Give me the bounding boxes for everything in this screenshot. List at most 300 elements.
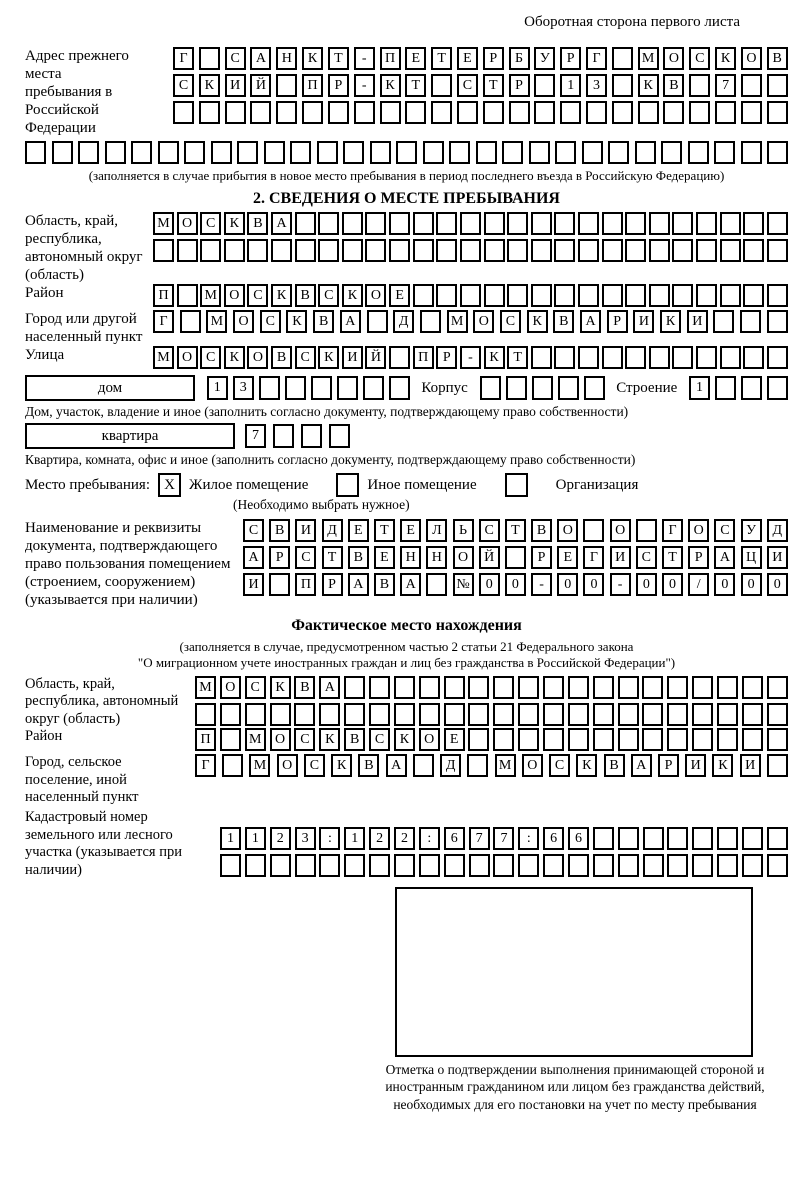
- char-cell[interactable]: -: [531, 573, 552, 596]
- char-cell[interactable]: 6: [444, 827, 465, 850]
- char-cell[interactable]: [554, 212, 575, 235]
- char-cell[interactable]: [380, 101, 401, 124]
- char-cell[interactable]: [578, 284, 599, 307]
- char-cell[interactable]: [394, 676, 415, 699]
- char-cell[interactable]: К: [638, 74, 659, 97]
- char-cell[interactable]: Г: [583, 546, 604, 569]
- char-cell[interactable]: [672, 212, 693, 235]
- char-cell[interactable]: [318, 239, 339, 262]
- char-cell[interactable]: [460, 212, 481, 235]
- char-cell[interactable]: [643, 854, 664, 877]
- char-cell[interactable]: [593, 827, 614, 850]
- char-cell[interactable]: [480, 376, 501, 400]
- char-cell[interactable]: [469, 854, 490, 877]
- char-cell[interactable]: Г: [153, 310, 174, 333]
- char-cell[interactable]: С: [479, 519, 500, 542]
- char-cell[interactable]: 1: [560, 74, 581, 97]
- char-cell[interactable]: [365, 212, 386, 235]
- char-cell[interactable]: И: [243, 573, 264, 596]
- char-cell[interactable]: [405, 101, 426, 124]
- char-cell[interactable]: [696, 212, 717, 235]
- char-cell[interactable]: И: [633, 310, 654, 333]
- char-cell[interactable]: [692, 728, 713, 751]
- char-cell[interactable]: [692, 827, 713, 850]
- char-cell[interactable]: Е: [389, 284, 410, 307]
- char-cell[interactable]: И: [687, 310, 708, 333]
- char-cell[interactable]: [273, 424, 294, 448]
- char-cell[interactable]: С: [295, 346, 316, 369]
- char-cell[interactable]: С: [500, 310, 521, 333]
- char-cell[interactable]: С: [369, 728, 390, 751]
- char-cell[interactable]: Л: [426, 519, 447, 542]
- char-cell[interactable]: [672, 346, 693, 369]
- char-cell[interactable]: [394, 703, 415, 726]
- char-cell[interactable]: 3: [295, 827, 316, 850]
- char-cell[interactable]: [593, 854, 614, 877]
- char-cell[interactable]: О: [610, 519, 631, 542]
- char-cell[interactable]: [276, 74, 297, 97]
- char-cell[interactable]: [222, 754, 243, 777]
- char-cell[interactable]: [529, 141, 550, 164]
- char-cell[interactable]: [554, 284, 575, 307]
- char-cell[interactable]: И: [767, 546, 788, 569]
- char-cell[interactable]: П: [380, 47, 401, 70]
- char-cell[interactable]: С: [295, 546, 316, 569]
- char-cell[interactable]: И: [610, 546, 631, 569]
- char-cell[interactable]: [767, 239, 788, 262]
- char-cell[interactable]: [582, 141, 603, 164]
- char-cell[interactable]: [696, 239, 717, 262]
- char-cell[interactable]: [608, 141, 629, 164]
- char-cell[interactable]: О: [177, 212, 198, 235]
- char-cell[interactable]: А: [580, 310, 601, 333]
- char-cell[interactable]: О: [419, 728, 440, 751]
- char-cell[interactable]: [369, 703, 390, 726]
- char-cell[interactable]: [509, 101, 530, 124]
- char-cell[interactable]: К: [484, 346, 505, 369]
- char-cell[interactable]: [369, 676, 390, 699]
- char-cell[interactable]: [720, 284, 741, 307]
- char-cell[interactable]: В: [271, 346, 292, 369]
- char-cell[interactable]: Е: [457, 47, 478, 70]
- char-cell[interactable]: П: [302, 74, 323, 97]
- char-cell[interactable]: [153, 239, 174, 262]
- char-cell[interactable]: П: [153, 284, 174, 307]
- char-cell[interactable]: [250, 101, 271, 124]
- char-cell[interactable]: М: [195, 676, 216, 699]
- char-cell[interactable]: [264, 141, 285, 164]
- char-cell[interactable]: [743, 284, 764, 307]
- house-type-box[interactable]: дом: [25, 375, 195, 401]
- char-cell[interactable]: 0: [505, 573, 526, 596]
- char-cell[interactable]: 2: [369, 827, 390, 850]
- char-cell[interactable]: К: [342, 284, 363, 307]
- char-cell[interactable]: [173, 101, 194, 124]
- char-cell[interactable]: Ц: [741, 546, 762, 569]
- char-cell[interactable]: В: [663, 74, 684, 97]
- char-cell[interactable]: Р: [658, 754, 679, 777]
- char-cell[interactable]: Н: [426, 546, 447, 569]
- char-cell[interactable]: [484, 284, 505, 307]
- char-cell[interactable]: [667, 854, 688, 877]
- char-cell[interactable]: Р: [509, 74, 530, 97]
- char-cell[interactable]: [767, 74, 788, 97]
- char-cell[interactable]: [554, 239, 575, 262]
- char-cell[interactable]: М: [638, 47, 659, 70]
- char-cell[interactable]: [436, 284, 457, 307]
- char-cell[interactable]: [743, 239, 764, 262]
- char-cell[interactable]: 0: [741, 573, 762, 596]
- char-cell[interactable]: Д: [440, 754, 461, 777]
- char-cell[interactable]: [618, 703, 639, 726]
- char-cell[interactable]: [449, 141, 470, 164]
- char-cell[interactable]: [612, 74, 633, 97]
- char-cell[interactable]: [158, 141, 179, 164]
- char-cell[interactable]: [667, 676, 688, 699]
- char-cell[interactable]: [195, 703, 216, 726]
- char-cell[interactable]: [285, 376, 306, 400]
- char-cell[interactable]: Р: [531, 546, 552, 569]
- char-cell[interactable]: 6: [568, 827, 589, 850]
- char-cell[interactable]: М: [206, 310, 227, 333]
- char-cell[interactable]: [618, 854, 639, 877]
- char-cell[interactable]: О: [663, 47, 684, 70]
- char-cell[interactable]: 3: [586, 74, 607, 97]
- char-cell[interactable]: Р: [322, 573, 343, 596]
- char-cell[interactable]: [177, 284, 198, 307]
- char-cell[interactable]: [688, 141, 709, 164]
- char-cell[interactable]: [717, 728, 738, 751]
- char-cell[interactable]: [742, 827, 763, 850]
- char-cell[interactable]: [578, 212, 599, 235]
- char-cell[interactable]: К: [224, 346, 245, 369]
- char-cell[interactable]: Е: [348, 519, 369, 542]
- char-cell[interactable]: С: [173, 74, 194, 97]
- char-cell[interactable]: Н: [400, 546, 421, 569]
- char-cell[interactable]: О: [177, 346, 198, 369]
- char-cell[interactable]: [220, 703, 241, 726]
- char-cell[interactable]: [389, 239, 410, 262]
- char-cell[interactable]: [741, 141, 762, 164]
- char-cell[interactable]: [636, 519, 657, 542]
- char-cell[interactable]: А: [319, 676, 340, 699]
- char-cell[interactable]: Р: [269, 546, 290, 569]
- char-cell[interactable]: [396, 141, 417, 164]
- char-cell[interactable]: [618, 676, 639, 699]
- char-cell[interactable]: С: [247, 284, 268, 307]
- char-cell[interactable]: [618, 827, 639, 850]
- char-cell[interactable]: [270, 703, 291, 726]
- char-cell[interactable]: 1: [689, 376, 710, 400]
- char-cell[interactable]: С: [304, 754, 325, 777]
- char-cell[interactable]: [649, 346, 670, 369]
- char-cell[interactable]: [431, 74, 452, 97]
- char-cell[interactable]: [389, 376, 410, 400]
- char-cell[interactable]: В: [553, 310, 574, 333]
- char-cell[interactable]: [593, 703, 614, 726]
- char-cell[interactable]: [342, 212, 363, 235]
- char-cell[interactable]: [436, 239, 457, 262]
- char-cell[interactable]: [224, 239, 245, 262]
- char-cell[interactable]: [625, 346, 646, 369]
- char-cell[interactable]: [667, 703, 688, 726]
- char-cell[interactable]: [389, 212, 410, 235]
- char-cell[interactable]: [767, 854, 788, 877]
- char-cell[interactable]: Е: [400, 519, 421, 542]
- char-cell[interactable]: [568, 728, 589, 751]
- char-cell[interactable]: И: [225, 74, 246, 97]
- char-cell[interactable]: С: [294, 728, 315, 751]
- char-cell[interactable]: [584, 376, 605, 400]
- char-cell[interactable]: О: [557, 519, 578, 542]
- char-cell[interactable]: [649, 284, 670, 307]
- char-cell[interactable]: [767, 703, 788, 726]
- char-cell[interactable]: [642, 703, 663, 726]
- char-cell[interactable]: [543, 703, 564, 726]
- char-cell[interactable]: [767, 101, 788, 124]
- char-cell[interactable]: О: [688, 519, 709, 542]
- char-cell[interactable]: М: [153, 346, 174, 369]
- char-cell[interactable]: К: [319, 728, 340, 751]
- char-cell[interactable]: [484, 239, 505, 262]
- char-cell[interactable]: [740, 310, 761, 333]
- char-cell[interactable]: М: [249, 754, 270, 777]
- char-cell[interactable]: [534, 74, 555, 97]
- char-cell[interactable]: 0: [714, 573, 735, 596]
- char-cell[interactable]: К: [576, 754, 597, 777]
- char-cell[interactable]: Т: [374, 519, 395, 542]
- char-cell[interactable]: В: [269, 519, 290, 542]
- char-cell[interactable]: [715, 376, 736, 400]
- char-cell[interactable]: [365, 239, 386, 262]
- char-cell[interactable]: Р: [560, 47, 581, 70]
- char-cell[interactable]: [717, 854, 738, 877]
- char-cell[interactable]: А: [714, 546, 735, 569]
- char-cell[interactable]: 7: [469, 827, 490, 850]
- char-cell[interactable]: В: [348, 546, 369, 569]
- char-cell[interactable]: К: [712, 754, 733, 777]
- char-cell[interactable]: [689, 74, 710, 97]
- char-cell[interactable]: [367, 310, 388, 333]
- char-cell[interactable]: [301, 424, 322, 448]
- char-cell[interactable]: :: [419, 827, 440, 850]
- char-cell[interactable]: [742, 728, 763, 751]
- char-cell[interactable]: П: [195, 728, 216, 751]
- char-cell[interactable]: В: [344, 728, 365, 751]
- char-cell[interactable]: О: [741, 47, 762, 70]
- char-cell[interactable]: [555, 141, 576, 164]
- char-cell[interactable]: [426, 573, 447, 596]
- char-cell[interactable]: 0: [767, 573, 788, 596]
- char-cell[interactable]: [413, 212, 434, 235]
- char-cell[interactable]: [342, 239, 363, 262]
- char-cell[interactable]: И: [740, 754, 761, 777]
- char-cell[interactable]: [720, 212, 741, 235]
- char-cell[interactable]: [295, 239, 316, 262]
- char-cell[interactable]: [625, 239, 646, 262]
- char-cell[interactable]: В: [295, 284, 316, 307]
- char-cell[interactable]: /: [688, 573, 709, 596]
- char-cell[interactable]: №: [453, 573, 474, 596]
- char-cell[interactable]: С: [318, 284, 339, 307]
- char-cell[interactable]: [642, 728, 663, 751]
- char-cell[interactable]: [635, 141, 656, 164]
- char-cell[interactable]: [290, 141, 311, 164]
- char-cell[interactable]: [311, 376, 332, 400]
- char-cell[interactable]: 2: [270, 827, 291, 850]
- char-cell[interactable]: [643, 827, 664, 850]
- char-cell[interactable]: [578, 239, 599, 262]
- char-cell[interactable]: Т: [322, 546, 343, 569]
- char-cell[interactable]: [269, 573, 290, 596]
- char-cell[interactable]: 7: [245, 424, 266, 448]
- char-cell[interactable]: [612, 101, 633, 124]
- char-cell[interactable]: У: [534, 47, 555, 70]
- char-cell[interactable]: [578, 346, 599, 369]
- char-cell[interactable]: 0: [479, 573, 500, 596]
- char-cell[interactable]: Е: [405, 47, 426, 70]
- char-cell[interactable]: [444, 703, 465, 726]
- char-cell[interactable]: [742, 703, 763, 726]
- char-cell[interactable]: [302, 101, 323, 124]
- char-cell[interactable]: [444, 676, 465, 699]
- char-cell[interactable]: А: [348, 573, 369, 596]
- char-cell[interactable]: [344, 703, 365, 726]
- char-cell[interactable]: [767, 346, 788, 369]
- char-cell[interactable]: [692, 854, 713, 877]
- char-cell[interactable]: [180, 310, 201, 333]
- char-cell[interactable]: [25, 141, 46, 164]
- char-cell[interactable]: В: [313, 310, 334, 333]
- char-cell[interactable]: [696, 346, 717, 369]
- char-cell[interactable]: [413, 239, 434, 262]
- char-cell[interactable]: [742, 676, 763, 699]
- char-cell[interactable]: М: [200, 284, 221, 307]
- char-cell[interactable]: [531, 346, 552, 369]
- char-cell[interactable]: 7: [493, 827, 514, 850]
- char-cell[interactable]: Р: [607, 310, 628, 333]
- char-cell[interactable]: -: [460, 346, 481, 369]
- char-cell[interactable]: С: [636, 546, 657, 569]
- char-cell[interactable]: М: [447, 310, 468, 333]
- char-cell[interactable]: [420, 310, 441, 333]
- char-cell[interactable]: 1: [220, 827, 241, 850]
- char-cell[interactable]: [618, 728, 639, 751]
- char-cell[interactable]: [105, 141, 126, 164]
- char-cell[interactable]: [343, 141, 364, 164]
- char-cell[interactable]: П: [413, 346, 434, 369]
- char-cell[interactable]: В: [604, 754, 625, 777]
- char-cell[interactable]: [507, 212, 528, 235]
- char-cell[interactable]: [237, 141, 258, 164]
- char-cell[interactable]: [295, 212, 316, 235]
- char-cell[interactable]: [419, 703, 440, 726]
- char-cell[interactable]: О: [270, 728, 291, 751]
- char-cell[interactable]: Н: [276, 47, 297, 70]
- char-cell[interactable]: Г: [195, 754, 216, 777]
- char-cell[interactable]: А: [271, 212, 292, 235]
- char-cell[interactable]: [220, 728, 241, 751]
- char-cell[interactable]: [493, 676, 514, 699]
- char-cell[interactable]: Й: [250, 74, 271, 97]
- char-cell[interactable]: [602, 346, 623, 369]
- char-cell[interactable]: М: [495, 754, 516, 777]
- char-cell[interactable]: В: [358, 754, 379, 777]
- char-cell[interactable]: Д: [393, 310, 414, 333]
- char-cell[interactable]: И: [295, 519, 316, 542]
- char-cell[interactable]: [344, 854, 365, 877]
- char-cell[interactable]: [460, 284, 481, 307]
- char-cell[interactable]: [457, 101, 478, 124]
- char-cell[interactable]: [507, 239, 528, 262]
- char-cell[interactable]: 7: [715, 74, 736, 97]
- char-cell[interactable]: [468, 703, 489, 726]
- char-cell[interactable]: [484, 212, 505, 235]
- char-cell[interactable]: С: [549, 754, 570, 777]
- char-cell[interactable]: [767, 676, 788, 699]
- char-cell[interactable]: [602, 212, 623, 235]
- char-cell[interactable]: :: [518, 827, 539, 850]
- char-cell[interactable]: [689, 101, 710, 124]
- char-cell[interactable]: [419, 676, 440, 699]
- char-cell[interactable]: [672, 239, 693, 262]
- char-cell[interactable]: [767, 212, 788, 235]
- apartment-type-box[interactable]: квартира: [25, 423, 235, 449]
- char-cell[interactable]: [625, 284, 646, 307]
- char-cell[interactable]: 3: [233, 376, 254, 400]
- char-cell[interactable]: [661, 141, 682, 164]
- char-cell[interactable]: [436, 212, 457, 235]
- char-cell[interactable]: [52, 141, 73, 164]
- char-cell[interactable]: [767, 284, 788, 307]
- char-cell[interactable]: [354, 101, 375, 124]
- char-cell[interactable]: [370, 141, 391, 164]
- stay-type-checkbox-organization[interactable]: [505, 473, 528, 497]
- char-cell[interactable]: [568, 676, 589, 699]
- char-cell[interactable]: 0: [583, 573, 604, 596]
- char-cell[interactable]: [444, 854, 465, 877]
- char-cell[interactable]: [319, 854, 340, 877]
- char-cell[interactable]: 1: [344, 827, 365, 850]
- char-cell[interactable]: [200, 239, 221, 262]
- char-cell[interactable]: [329, 424, 350, 448]
- char-cell[interactable]: [518, 676, 539, 699]
- char-cell[interactable]: О: [473, 310, 494, 333]
- char-cell[interactable]: 1: [207, 376, 228, 400]
- char-cell[interactable]: П: [295, 573, 316, 596]
- char-cell[interactable]: [560, 101, 581, 124]
- char-cell[interactable]: Т: [483, 74, 504, 97]
- char-cell[interactable]: [642, 676, 663, 699]
- char-cell[interactable]: [369, 854, 390, 877]
- char-cell[interactable]: [767, 310, 788, 333]
- char-cell[interactable]: В: [767, 47, 788, 70]
- char-cell[interactable]: К: [302, 47, 323, 70]
- char-cell[interactable]: В: [374, 573, 395, 596]
- char-cell[interactable]: С: [689, 47, 710, 70]
- char-cell[interactable]: [743, 346, 764, 369]
- char-cell[interactable]: [667, 728, 688, 751]
- char-cell[interactable]: О: [522, 754, 543, 777]
- char-cell[interactable]: [245, 854, 266, 877]
- char-cell[interactable]: [531, 212, 552, 235]
- char-cell[interactable]: [543, 728, 564, 751]
- char-cell[interactable]: [696, 284, 717, 307]
- char-cell[interactable]: -: [354, 47, 375, 70]
- char-cell[interactable]: К: [394, 728, 415, 751]
- char-cell[interactable]: С: [260, 310, 281, 333]
- char-cell[interactable]: [476, 141, 497, 164]
